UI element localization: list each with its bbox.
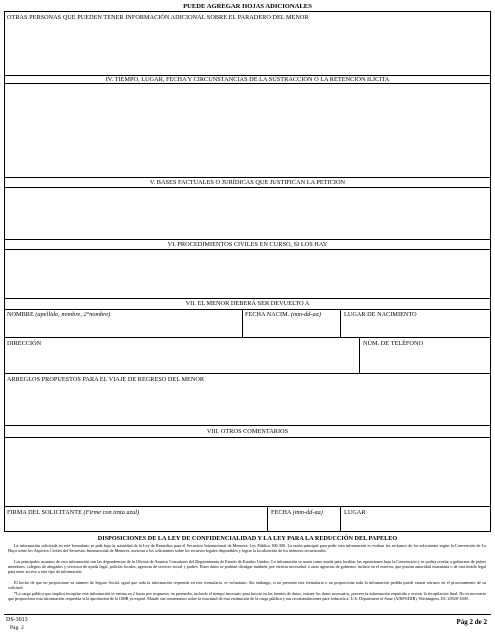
section-vii-heading: VII. EL MENOR DEBERÁ SER DEVUELTO A [185, 300, 310, 307]
arreglos-label: ARREGLOS PROPUESTOS PARA EL VIAJE DE REGRESO DEL MENOR [7, 376, 205, 383]
fecha-nacim-label: FECHA NACIM. (mm-dd-aa) [245, 311, 321, 318]
page-sub-label: Pág. 2 [10, 625, 24, 631]
divider [4, 309, 491, 310]
disclosure-paragraph: La información solicitada en este formulario se pide bajo la autoridad de la Ley de Remedios para el Secuestro Internacional de Menores, Ley Pública 100-300. La razón principal para pedir esta información es evaluar los reclamos de los solicitantes según la Convención de La Haya sobre los Aspectos Civiles del Secuestro Internacional de Menores, asesorar a los solicitantes sobre los recursos legales disponibles y lograr la localización de los menores secuestrados. [8, 543, 486, 553]
fecha-field[interactable] [268, 517, 339, 531]
nombre-label: NOMBRE (apellido, nombre, 2°nombre) [7, 311, 111, 318]
divider [4, 337, 491, 338]
otras-personas-label: OTRAS PERSONAS QUE PUEDEN TENER INFORMACIÓN ADICIONAL SOBRE EL PARADERO DEL MENOR [7, 14, 309, 21]
footer-divider [4, 614, 491, 615]
direccion-label: DIRECCIÓN [7, 340, 42, 347]
arreglos-field[interactable] [5, 384, 490, 424]
form-number: DS-3013 [6, 617, 28, 623]
divider [4, 239, 491, 240]
section-v-heading: V. BASES FACTUALES O JURÍDICAS QUE JUSTIFICAN LA PETICIÓN [149, 179, 346, 186]
fecha-nacim-field[interactable] [243, 319, 339, 336]
divider [4, 425, 491, 426]
section-v-area[interactable] [5, 188, 490, 238]
num-telefono-field[interactable] [360, 348, 490, 372]
lugar-label: LUGAR [344, 509, 366, 516]
section-vi-area[interactable] [5, 250, 490, 297]
section-iv-heading: IV. TIEMPO, LUGAR, FECHA Y CIRCUNSTANCIAS DE LA SUSTRACCIÓN O LA RETENCIÓN ILÍCITA [105, 76, 390, 83]
disclosure-paragraph: Los principales usuarios de esta información son las dependencias de la Oficina de Asuntos Consulares del Departamento de Estado de Estados Unidos. La información se usará como ayuda para facilitar las operaciones bajo la Convención y se podría revelar a gobiernos de países miembros, colegios de abogados y servicios de ayuda legal, policías locales, agencias de servicio social y padres. Estos datos se podrían divulgar también, por estricta necesidad, a otras agencias de gobierno, incluso en el exterior, que posean autoridad estatutaria o de otra índole legal para tener acceso a este tipo de información. [8, 559, 486, 574]
lugar-nacimiento-field[interactable] [341, 319, 490, 336]
firma-field[interactable] [5, 517, 266, 531]
disclosure-title: DISPOSICIONES DE LA LEY DE CONFIDENCIALIDAD Y LA LEY PARA LA REDUCCIÓN DEL PAPELEO [97, 535, 398, 542]
fecha-label: FECHA (mm-dd-aa) [271, 509, 323, 516]
lugar-field[interactable] [341, 517, 490, 531]
direccion-field[interactable] [5, 348, 358, 372]
disclosure-paragraph: *La carga pública que implica recopilar esta información se estima en 2 horas por respuesta, en promedio, incluido el tiempo necesario para buscar en las fuentes de datos, extraer los datos necesarios, proveer la información requerida y revisar la recopilación final. No es necesario que proporcione esta información requerida si la aprobación de la OMB ya expiró. Mande sus comentarios sobre la exactitud de esta estimación de la carga pública y sus recomendaciones para reducirla a: U.S. Department of State (A/RPS/DIR), Washington, DC 20520-1849. [8, 591, 486, 601]
section-viii-heading: VIII. OTROS COMENTARIOS [206, 428, 289, 435]
otras-personas-area[interactable] [5, 22, 490, 74]
page-header-title: PUEDE AGREGAR HOJAS ADICIONALES [183, 3, 312, 10]
divider [4, 298, 491, 299]
num-telefono-label: NÚM. DE TELÉFONO [363, 340, 423, 347]
disclosure-paragraph: El hecho de que no proporcione su número de Seguro Social, igual que toda la información requerida en este formulario, es voluntario. Sin embargo, si no presenta este formulario o no proporciona toda la información pedida puede causar retrasos en el procesamiento de su solicitud. [8, 580, 486, 590]
divider [4, 373, 491, 374]
lugar-nacimiento-label: LUGAR DE NACIMIENTO [344, 311, 417, 318]
divider [4, 177, 491, 178]
firma-label: FIRMA DEL SOLICITANTE (Firme con tinta azul) [7, 509, 140, 516]
section-iv-area[interactable] [5, 84, 490, 176]
divider [4, 506, 491, 507]
section-viii-area[interactable] [5, 438, 490, 505]
page-indicator: Pág 2 de 2 [456, 618, 487, 626]
nombre-field[interactable] [5, 319, 241, 336]
section-vi-heading: VI. PROCEDIMIENTOS CIVILES EN CURSO, SI LOS HAY [167, 241, 328, 248]
